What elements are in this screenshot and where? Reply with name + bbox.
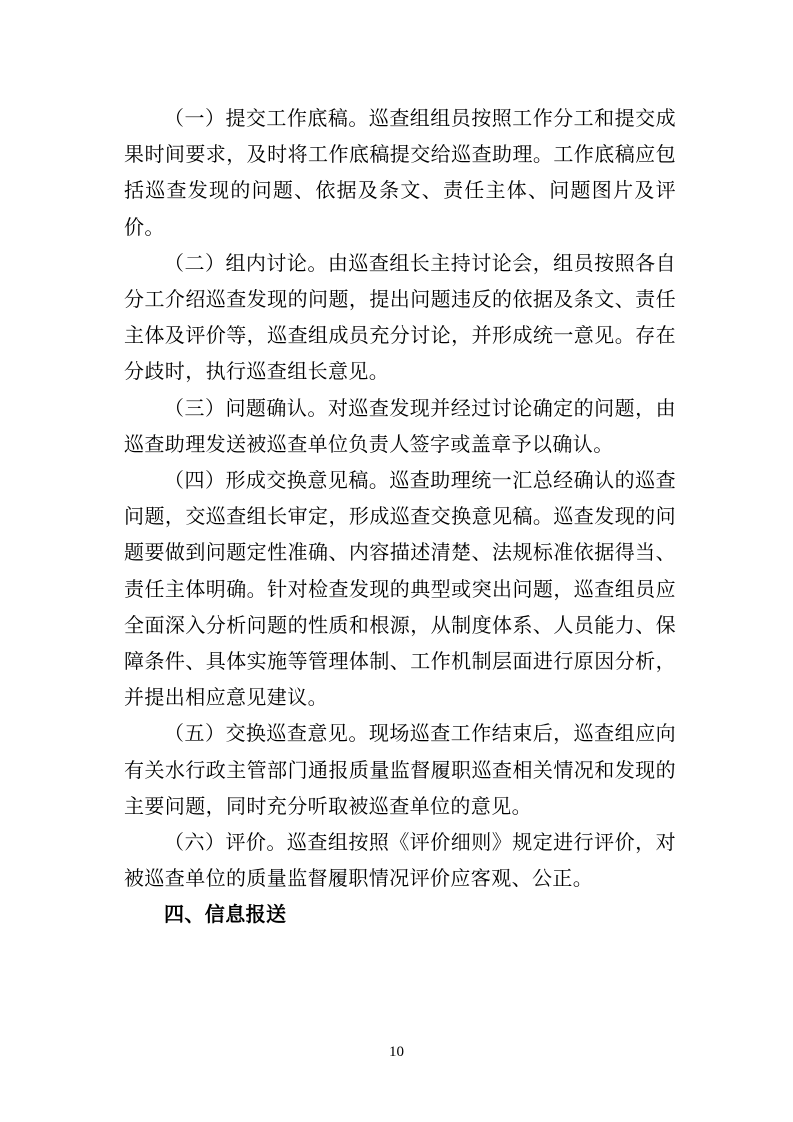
paragraph-group-discussion: （二）组内讨论。由巡查组长主持讨论会，组员按照各自分工介绍巡查发现的问题，提出问题违反的依据及条文、责任主体及评价等，巡查组成员充分讨论，并形成统一意见。存在分歧时，执行巡查组长意见。	[124, 250, 676, 384]
paragraph-exchange-opinions: （五）交换巡查意见。现场巡查工作结束后，巡查组应向有关水行政主管部门通报质量监督履职巡查相关情况和发现的主要问题，同时充分听取被巡查单位的意见。	[124, 721, 676, 818]
page-content	[124, 100, 676, 933]
paragraph-submit-draft: （一）提交工作底稿。巡查组组员按照工作分工和提交成果时间要求，及时将工作底稿提交给巡查助理。工作底稿应包括巡查发现的问题、依据及条文、责任主体、问题图片及评价。	[124, 106, 676, 239]
page-number: 10	[389, 1044, 404, 1060]
section-heading: 四、信息报送	[164, 902, 287, 927]
paragraph-exchange-draft: （四）形成交换意见稿。巡查助理统一汇总经确认的巡查问题，交巡查组长审定，形成巡查交换意见稿。巡查发现的问题要做到问题定性准确、内容描述清楚、法规标准依据得当、责任主体明确。针对检查发现的典型或突出问题，巡查组员应全面深入分析问题的性质和根源，从制度体系、人员能力、保障条件、具体实施等管理体制、工作机制层面进行原因分析，并提出相应意见建议。	[124, 468, 676, 710]
paragraph-evaluation: （六）评价。巡查组按照《评价细则》规定进行评价，对被巡查单位的质量监督履职情况评价应客观、公正。	[124, 830, 676, 891]
paragraph-issue-confirmation: （三）问题确认。对巡查发现并经过讨论确定的问题，由巡查助理发送被巡查单位负责人签字或盖章予以确认。	[124, 395, 676, 456]
